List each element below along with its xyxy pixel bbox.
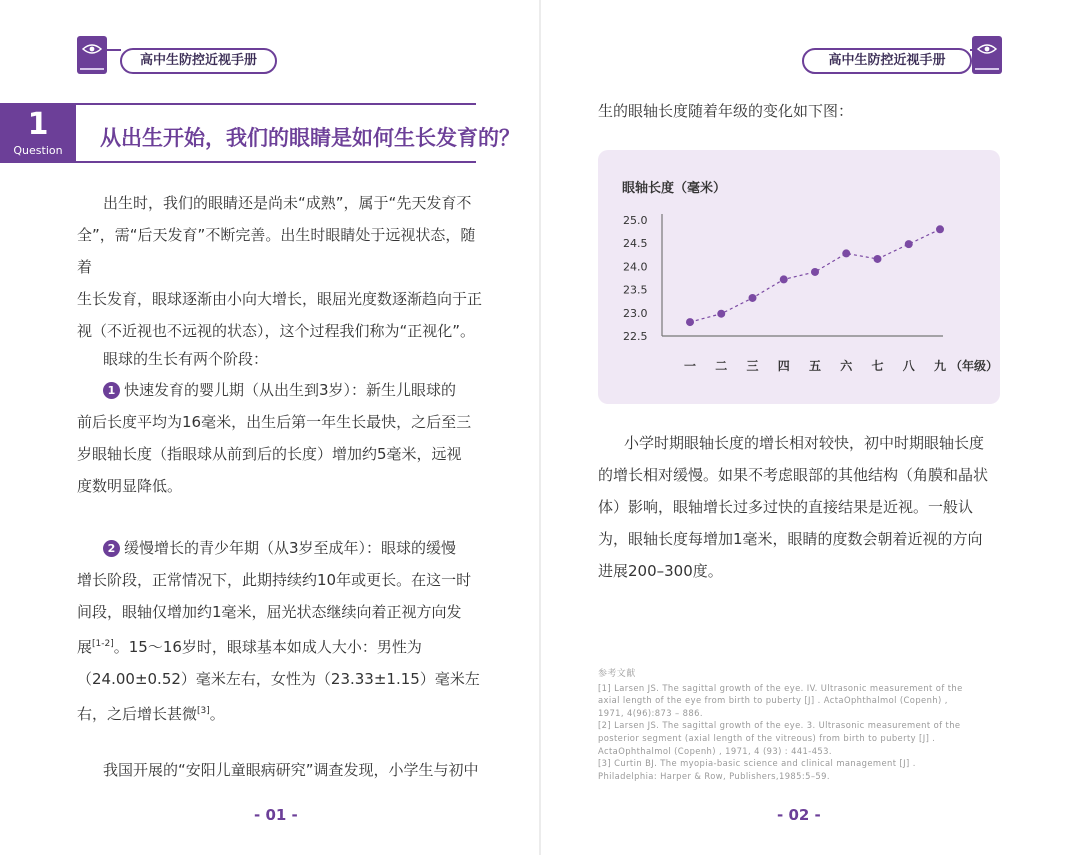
- text-line: 视（不近视也不远视的状态），这个过程我们称为“正视化”。: [77, 322, 476, 340]
- x-tick-label: 七: [871, 359, 884, 373]
- birth-paragraph: [77, 187, 487, 347]
- text-line: 间段，眼轴仅增加约1毫米，屈光状态继续向着正视方向发: [77, 603, 462, 621]
- header-rule: [107, 49, 121, 51]
- y-tick-label: 24.5: [623, 237, 648, 251]
- text-fragment: 展: [77, 638, 93, 656]
- heading-rule-top: [76, 103, 476, 105]
- text-fragment: 。15～16岁时，眼球基本如成人大小：男性为: [113, 638, 422, 656]
- reference-line: [1] Larsen JS. The sagittal growth of the eye. IV. Ultrasonic measurement of the: [598, 682, 963, 693]
- text-line: 眼球的生长有两个阶段：: [103, 350, 269, 368]
- x-tick-label: 二: [715, 359, 728, 373]
- stage-number-badge: 1: [103, 382, 120, 399]
- data-point: [686, 318, 694, 326]
- text-line: （24.00±0.52）毫米左右，女性为（23.33±1.15）毫米左: [77, 670, 480, 688]
- heading-rule-bottom: [76, 161, 476, 163]
- text-line: [77, 374, 487, 406]
- chart-title: 眼轴长度（毫米）: [622, 181, 727, 196]
- eye-icon: [82, 43, 102, 55]
- growth-paragraph: [598, 427, 1018, 587]
- question-number-box: [0, 103, 76, 163]
- x-tick-label: 五: [808, 359, 822, 373]
- references-title: 参考文献: [598, 669, 636, 679]
- handbook-book-icon: [972, 36, 1002, 74]
- data-point: [717, 310, 725, 318]
- text-line: 的增长相对缓慢。如果不考虑眼部的其他结构（角膜和晶状: [598, 466, 989, 484]
- y-tick-label: 25.0: [623, 214, 648, 227]
- stage-two-paragraph: [77, 532, 487, 730]
- x-axis: [662, 336, 998, 373]
- text-line: 生长发育，眼球逐渐由小向大增长，眼屈光度数逐渐趋向于正: [77, 290, 483, 308]
- reference-line: axial length of the eye from birth to puberty [J] . ActaOphthalmol (Copenh) ,: [598, 695, 948, 706]
- y-axis: [623, 214, 662, 343]
- text-line: [77, 532, 487, 564]
- question-number: 1: [27, 107, 49, 142]
- text-line: 小学时期眼轴长度的增长相对较快，初中时期眼轴长度: [624, 434, 985, 452]
- x-tick-label: 四: [777, 359, 790, 373]
- text-line: 增长阶段，正常情况下，此期持续约10年或更长。在这一时: [77, 571, 472, 589]
- reference-line: [2] Larsen JS. The sagittal growth of the eye. 3. Ultrasonic measurement of the: [598, 720, 961, 731]
- reference-line: [3] Curtin BJ. The myopia-basic science and clinical management [J] .: [598, 758, 916, 769]
- right-header: [540, 36, 1080, 76]
- text-line: 出生时，我们的眼睛还是尚未“成熟”，属于“先天发育不: [103, 194, 472, 212]
- right-page: [540, 0, 1080, 855]
- text-line: 岁眼轴长度（指眼球从前到后的长度）增加约5毫米，远视: [77, 445, 462, 463]
- data-point: [905, 240, 913, 248]
- axial-length-chart: [598, 150, 1000, 404]
- data-point: [811, 268, 819, 276]
- question-label: Question: [13, 144, 63, 157]
- x-axis-label: （年级）: [950, 359, 999, 373]
- data-point: [842, 249, 850, 257]
- header-title-pill: 高中生防控近视手册: [120, 48, 277, 74]
- text-fragment: 右，之后增长甚微: [77, 705, 198, 723]
- handbook-book-icon: [77, 36, 107, 74]
- page-number: - 01 -: [254, 806, 298, 824]
- chart-svg: [598, 150, 1000, 404]
- y-tick-label: 23.5: [623, 283, 648, 297]
- x-tick-label: 六: [840, 359, 853, 373]
- citation: [1-2]: [92, 639, 114, 649]
- x-tick-label: 八: [902, 359, 915, 373]
- left-header: [0, 36, 540, 76]
- stages-intro: [103, 343, 483, 375]
- chart-intro: 生的眼轴长度随着年级的变化如下图：: [598, 102, 854, 120]
- text-line: 全”，需“后天发育”不断完善。出生时眼睛处于远视状态，随着: [77, 226, 476, 276]
- text-fragment: 。: [209, 705, 225, 723]
- y-tick-label: 22.5: [623, 330, 648, 343]
- reference-line: posterior segment (axial length of the vitreous) from birth to puberty [J] .: [598, 732, 936, 743]
- citation: [3]: [197, 706, 210, 716]
- stage-two-heading: 缓慢增长的青少年期（从3岁至成年）：眼球的缓慢: [124, 539, 457, 557]
- stage-one-paragraph: [77, 374, 487, 502]
- series-line: [686, 225, 944, 326]
- x-tick-label: 三: [746, 359, 759, 373]
- data-point: [780, 275, 788, 283]
- text-line: 为，眼轴长度每增加1毫米，眼睛的度数会朝着近视的方向: [598, 530, 983, 548]
- text-line: 度数明显降低。: [77, 477, 183, 495]
- page-number: - 02 -: [777, 806, 821, 824]
- reference-line: Philadelphia: Harper & Row, Publishers,1985:5–59.: [598, 770, 830, 781]
- data-point: [874, 255, 882, 263]
- question-title: 从出生开始，我们的眼睛是如何生长发育的？: [100, 126, 520, 150]
- text-line: 体）影响，眼轴增长过多过快的直接结果是近视。一般认: [598, 498, 974, 516]
- header-title-pill: 高中生防控近视手册: [802, 48, 972, 74]
- x-tick-label: 九: [933, 359, 947, 373]
- text-line: [77, 695, 487, 730]
- text-line: 进展200–300度。: [598, 562, 723, 580]
- anyang-study-paragraph: [103, 754, 503, 786]
- text-line: 前后长度平均为16毫米，出生后第一年生长最快，之后至三: [77, 413, 472, 431]
- x-tick-label: 一: [683, 359, 697, 373]
- stage-number-badge: 2: [103, 540, 120, 557]
- reference-line: ActaOphthalmol (Copenh) , 1971, 4 (93) : 441-453.: [598, 745, 832, 756]
- reference-line: 1971, 4(96):873 – 886.: [598, 707, 703, 718]
- stage-one-heading: 快速发育的婴儿期（从出生到3岁）：新生儿眼球的: [124, 381, 457, 399]
- data-point: [749, 294, 757, 302]
- references: [598, 668, 1000, 782]
- text-line: [77, 628, 487, 663]
- y-tick-label: 24.0: [623, 260, 648, 274]
- data-point: [936, 225, 944, 233]
- eye-icon: [977, 43, 997, 55]
- text-line: 我国开展的“安阳儿童眼病研究”调查发现，小学生与初中: [103, 761, 479, 779]
- y-tick-label: 23.0: [623, 306, 648, 320]
